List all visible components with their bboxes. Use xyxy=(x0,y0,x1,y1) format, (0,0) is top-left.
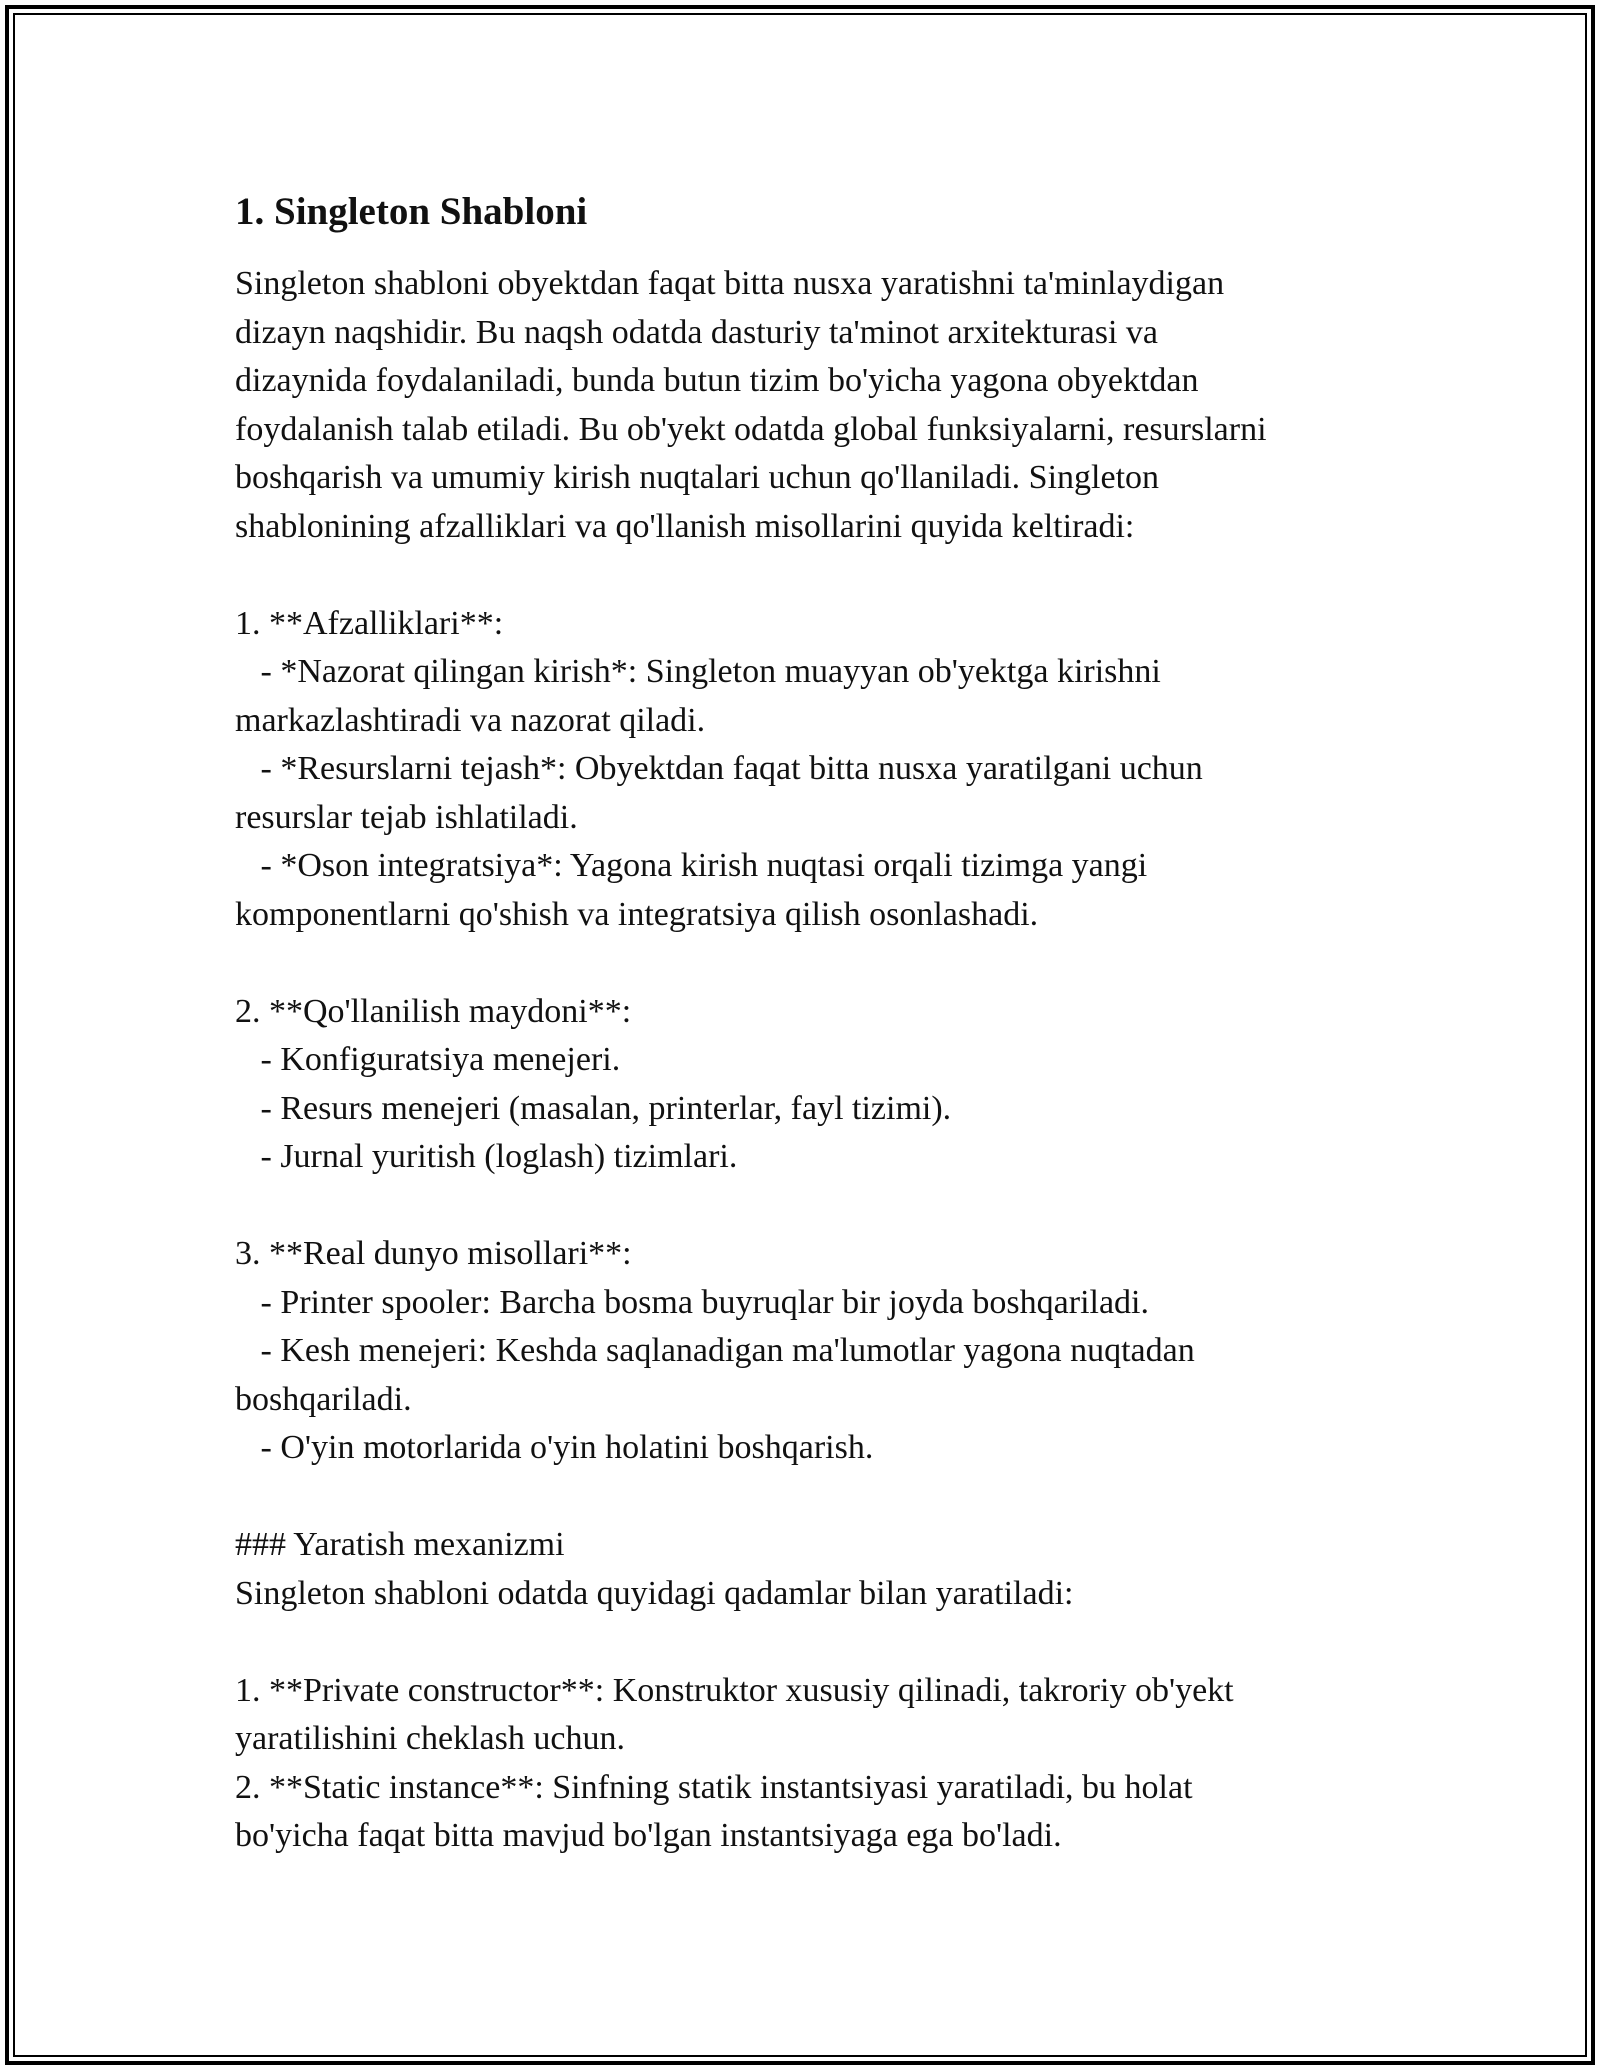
document-content xyxy=(235,186,1385,1861)
document-title: 1. Singleton Shabloni xyxy=(235,190,588,233)
document-body: Singleton shabloni obyektdan faqat bitta nusxa yaratishni ta'minlaydigan dizayn naqshidir. Bu naqsh odatda dasturiy ta'minot arxitekturasi va dizaynida foydalaniladi, bunda butun tizim bo'yicha yagona obyektdan foydalanish talab etiladi. Bu ob'yekt odatda global funksiyalarni, resurslarni boshqarish va umumiy kirish nuqtalari uchun qo'llaniladi. Singleton shablonining afzalliklari va qo'llanish misollarini quyida keltiradi: 1. **Afzalliklari**: - *Nazorat qilingan kirish*: Singleton muayyan ob'yektga kirishni markazlashtiradi va nazorat qiladi. - *Resurslarni tejash*: Obyektdan faqat bitta nusxa yaratilgani uchun resurslar tejab ishlatiladi. - *Oson integratsiya*: Yagona kirish nuqtasi orqali tizimga yangi komponentlarni qo'shish va integratsiya qilish osonlashadi. 2. **Qo'llanilish maydoni**: - Konfiguratsiya menejeri. - Resurs menejeri (masalan, printerlar, fayl tizimi). - Jurnal yuritish (loglash) tizimlari. 3. **Real dunyo misollari**: - Printer spooler: Barcha bosma buyruqlar bir joyda boshqariladi. - Kesh menejeri: Keshda saqlanadigan ma'lumotlar yagona nuqtadan boshqariladi. - O'yin motorlarida o'yin holatini boshqarish. ### Yaratish mexanizmi Singleton shabloni odatda quyidagi qadamlar bilan yaratiladi: 1. **Private constructor**: Konstruktor xususiy qilinadi, takroriy ob'yekt yaratilishini cheklash uchun. 2. **Static instance**: Sinfning statik instantsiyasi yaratiladi, bu holat bo'yicha faqat bitta mavjud bo'lgan instantsiyaga ega bo'ladi. xyxy=(235,265,1267,1854)
